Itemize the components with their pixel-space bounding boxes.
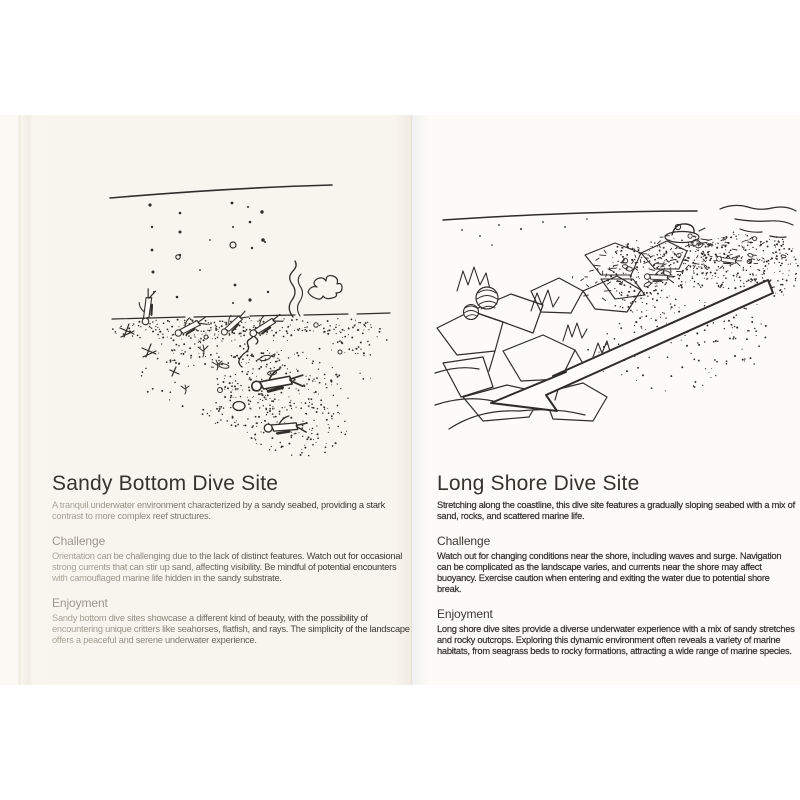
right-enjoyment-section	[437, 607, 795, 657]
left-challenge-heading: Challenge	[52, 534, 410, 549]
right-enjoyment-heading: Enjoyment	[437, 607, 493, 621]
right-page-title: Long Shore Dive Site	[437, 472, 640, 495]
water-surface-line	[110, 185, 332, 198]
rubble-slabs	[585, 241, 687, 299]
surface-swimmer	[665, 224, 708, 243]
right-challenge-section	[437, 534, 795, 595]
seagrass-tufts	[457, 267, 611, 357]
sea-plants	[181, 345, 222, 394]
seaweed	[289, 261, 342, 317]
bubbles	[148, 202, 269, 304]
left-challenge-section	[52, 534, 410, 584]
rubble-texture	[572, 236, 764, 301]
left-page	[0, 115, 412, 685]
horizon-line	[443, 211, 697, 220]
far-shoreline	[720, 205, 796, 237]
right-page	[412, 115, 800, 685]
longshore-direction-arrow	[491, 280, 773, 411]
starfish	[120, 324, 179, 376]
book-spread	[0, 115, 800, 685]
bubble-ring	[176, 255, 180, 259]
left-enjoyment-section	[52, 596, 410, 646]
flatfish	[219, 354, 277, 376]
right-challenge-body: Watch out for changing conditions near the shore, including waves and surge. Navigation can be complicated as the landscape varies, and currents near the shore may affect buoyancy. Exercise caution when entering and exiting the water due to potential shore break.	[437, 551, 782, 594]
sandy-bottom-illustration	[90, 180, 400, 475]
left-page-title: Sandy Bottom Dive Site	[52, 472, 279, 495]
left-page-text	[52, 473, 410, 646]
right-description: Stretching along the coastline, this dive site features a gradually sloping seabed with a mix of sand, rocks, and scattered marine life.	[437, 500, 795, 521]
long-shore-illustration	[435, 195, 800, 430]
right-page-text	[437, 473, 795, 657]
left-challenge-body: Orientation can be challenging due to the lack of distinct features. Watch out for occasional strong currents that can stir up sand, affecting visibility. Be mindful of potential encounters with camouflaged marine life hidden in the sandy substrate.	[52, 551, 410, 584]
left-description: A tranquil underwater environment characterized by a sandy seabed, providing a stark contrast to more complex reef structures.	[52, 500, 410, 522]
sand-horizon-line	[112, 313, 390, 319]
right-challenge-heading: Challenge	[437, 534, 491, 548]
bubble-ring	[230, 242, 236, 248]
page-gutter	[411, 115, 412, 685]
sparse-dots-upper	[461, 218, 588, 246]
right-enjoyment-body: Long shore dive sites provide a diverse underwater experience with a mix of sandy stretches and rocky outcrops. Exploring this dynamic environment often reveals a variety of marine habitats, from seagrass beds to rocky formations, attracting a wide range of marine species.	[437, 624, 795, 656]
left-enjoyment-heading: Enjoyment	[52, 596, 410, 611]
left-enjoyment-body: Sandy bottom dive sites showcase a different kind of beauty, with the possibility of encountering unique critters like seahorses, flatfish, and rays. The simplicity of the landscape offers a peaceful and serene underwater experience.	[52, 613, 410, 645]
